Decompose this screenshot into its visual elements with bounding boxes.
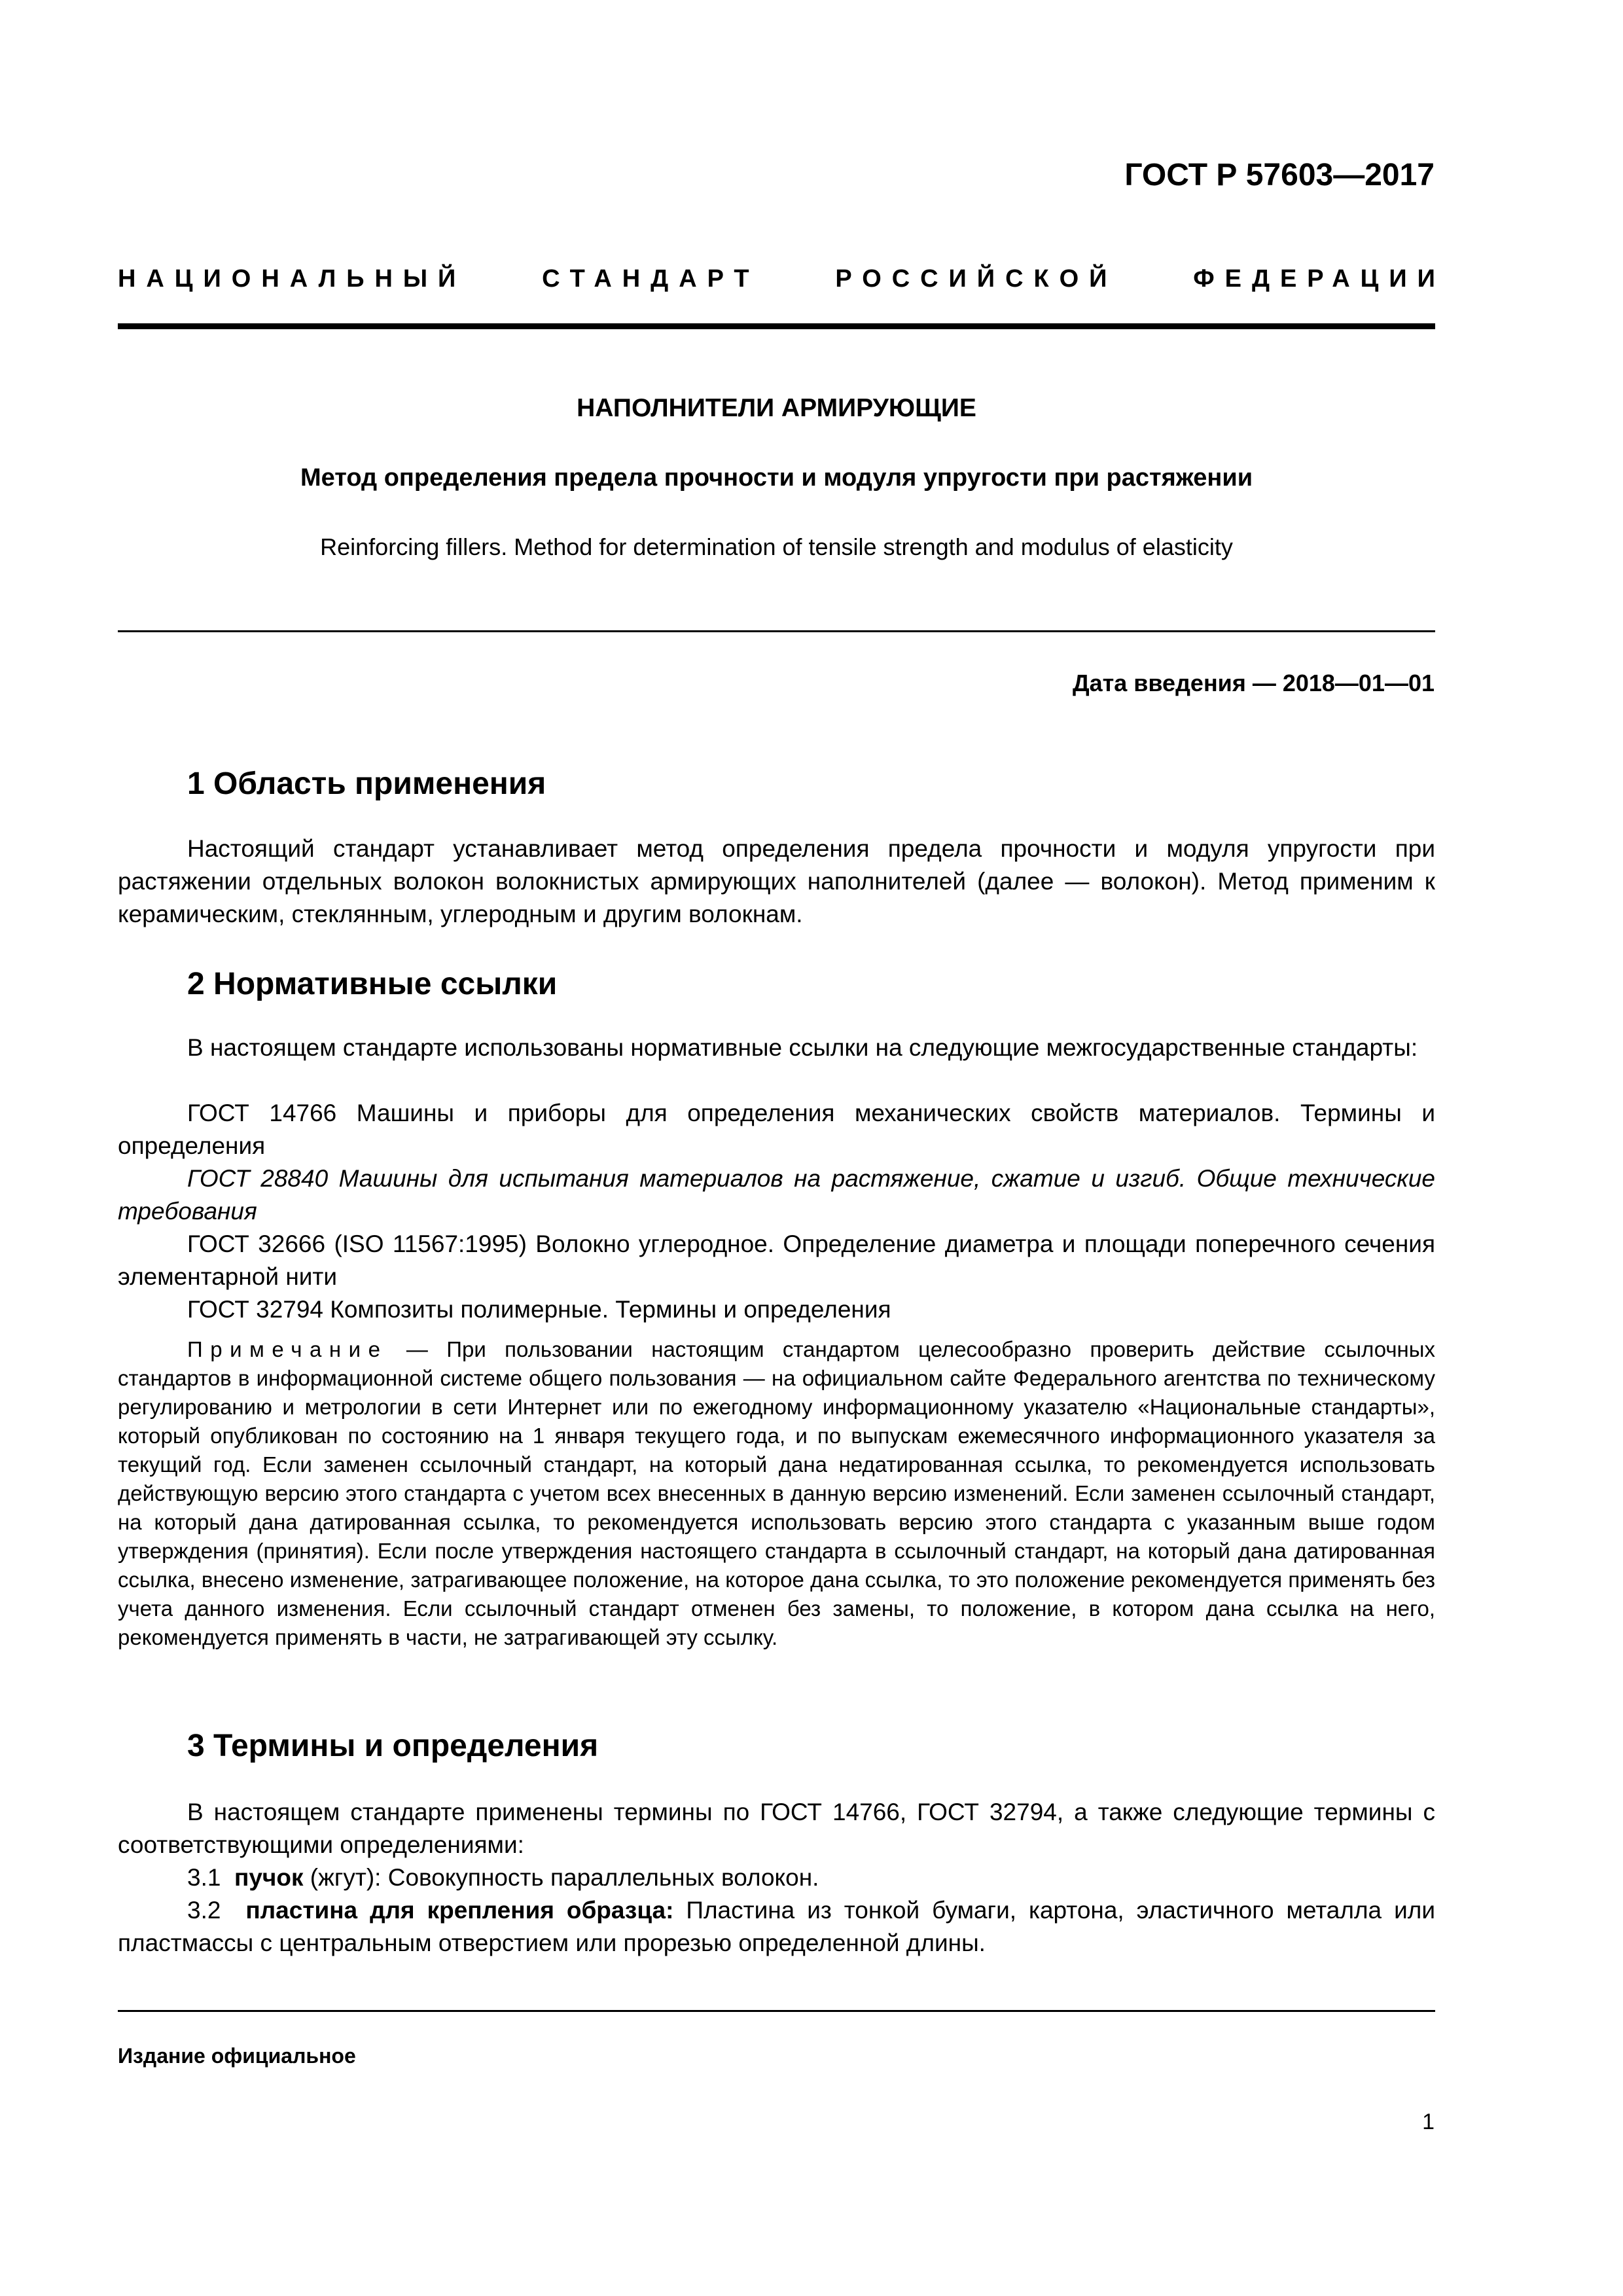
page-number: 1 [1422,2109,1435,2134]
term-number: 3.2 [187,1897,221,1924]
reference-text: ГОСТ 14766 Машины и приборы для определения механических свойств материалов. Термины и определения [118,1100,1435,1159]
official-edition-label: Издание официальное [118,2044,356,2068]
section-3-heading: 3 Термины и определения [187,1729,599,1763]
section-2-intro-text: В настоящем стандарте использованы нормативные ссылки на следующие межгосударственные стандарты: [187,1034,1418,1061]
section-1-heading: 1 Область применения [187,766,546,801]
section-3-intro-text: В настоящем стандарте применены термины по ГОСТ 14766, ГОСТ 32794, а также следующие термины с соответствующими определениями: [118,1799,1435,1858]
reference-text: ГОСТ 28840 Машины для испытания материалов на растяжение, сжатие и изгиб. Общие технические требования [118,1165,1435,1225]
section-1-paragraph [118,833,1435,931]
note-text: — При пользовании настоящим стандартом целесообразно проверить действие ссылочных стандартов в информационной системе общего пользования — на официальном сайте Федерального агентства по техническому регулированию и метрологии в сети Интернет или по ежегодному информационному указателю «Национальные стандарты», который опубликован по состоянию на 1 января текущего года, и по выпускам ежемесячного информационного указателя за текущий год. Если заменен ссылочный стандарт, на который дана недатированная ссылка, то рекомендуется использовать действующую версию этого стандарта с учетом всех внесенных в данную версию изменений. Если заменен ссылочный стандарт, на который дана датированная ссылка, то рекомендуется использовать версию этого стандарта с указанным выше годом утверждения (принятия). Если после утверждения настоящего стандарта в ссылочный стандарт, на который дана датированная ссылка, внесено изменение, затрагивающее положение, на которое дана ссылка, то это положение рекомендуется применять без учета данного изменения. Если ссылочный стандарт отменен без замены, то положение, в котором дана ссылка на него, рекомендуется применять в части, не затрагивающей эту ссылку. [118,1337,1435,1649]
reference-text: ГОСТ 32794 Композиты полимерные. Термины и определения [187,1296,891,1323]
document-subtitle: Метод определения предела прочности и модуля упругости при растяжении [300,464,1253,492]
document-title: НАПОЛНИТЕЛИ АРМИРУЮЩИЕ [577,394,976,422]
term-qualifier: (жгут): [303,1864,382,1891]
reference-text: ГОСТ 32666 (ISO 11567:1995) Волокно углеродное. Определение диаметра и площади поперечного сечения элементарной нити [118,1230,1435,1290]
section-2-intro [118,1031,1435,1064]
title-divider [118,630,1435,632]
reference-item [118,1293,1435,1326]
term-name: пластина для крепления образца: [245,1897,674,1924]
reference-item [118,1097,1435,1162]
section-1-text: Настоящий стандарт устанавливает метод определения предела прочности и модуля упругости при растяжении отдельных волокон волокнистых армирующих наполнителей (далее — волокон). Метод применим к керамическим, стеклянным, углеродным и другим волокнам. [118,835,1435,927]
section-3-intro [118,1796,1435,1861]
note-label: Примечание [187,1337,388,1361]
term-item [118,1861,1435,1894]
reference-item [118,1162,1435,1228]
term-definition: Пластина из тонкой бумаги, картона, эластичного металла или пластмассы с центральным отверстием или прорезью определенной длины. [118,1897,1435,1956]
reference-item [118,1228,1435,1293]
term-item [118,1894,1435,1960]
standard-code: ГОСТ Р 57603—2017 [1124,158,1435,192]
national-standard-banner [118,265,1446,293]
banner-word: СТАНДАРТ [542,265,760,293]
banner-word: РОССИЙСКОЙ [835,265,1118,293]
introduction-date: Дата введения — 2018—01—01 [1072,670,1435,696]
english-title: Reinforcing fillers. Method for determination of tensile strength and modulus of elasticity [320,533,1233,560]
term-definition: Совокупность параллельных волокон. [381,1864,819,1891]
footer-divider [118,2010,1435,2012]
banner-word: НАЦИОНАЛЬНЫЙ [118,265,467,293]
section-2-note [118,1335,1435,1652]
section-2-heading: 2 Нормативные ссылки [187,967,558,1001]
term-name: пучок [234,1864,304,1891]
banner-word: ФЕДЕРАЦИИ [1193,265,1446,293]
term-number: 3.1 [187,1864,221,1891]
header-divider [118,323,1435,329]
